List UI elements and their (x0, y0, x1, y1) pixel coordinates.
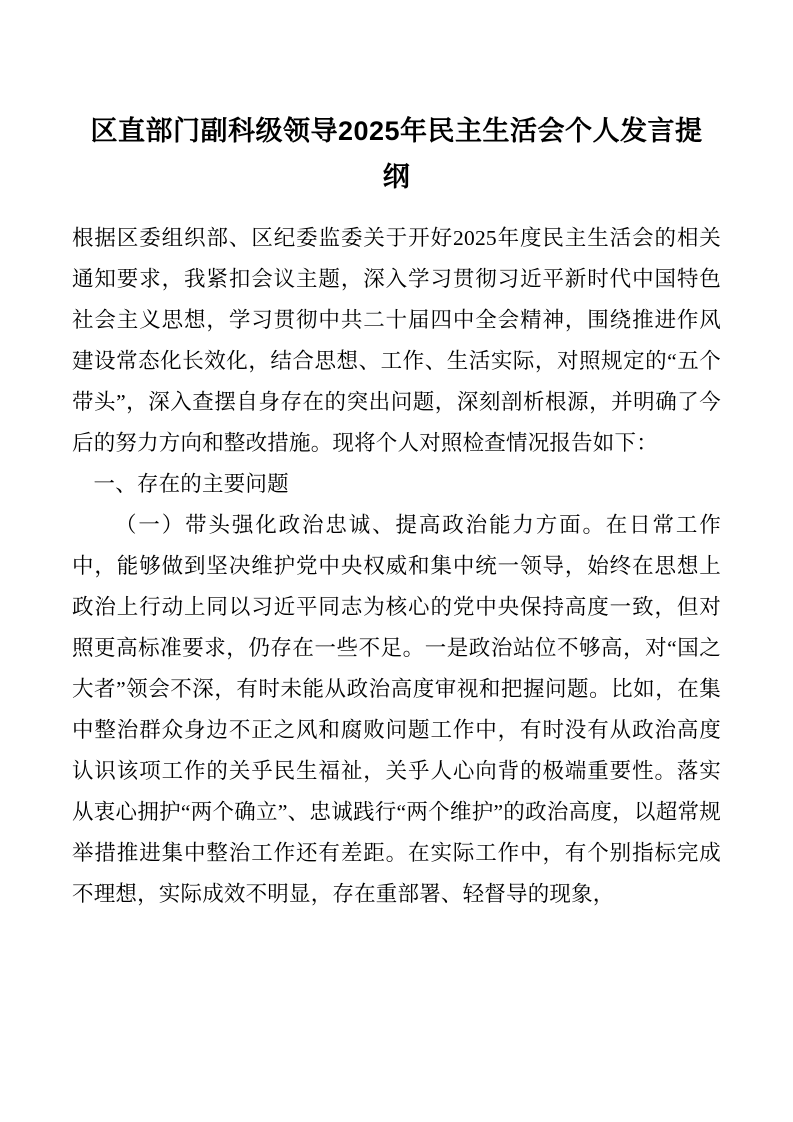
page-title: 区直部门副科级领导2025年民主生活会个人发言提纲 (90, 116, 703, 192)
document-body (72, 218, 721, 915)
paragraph-intro: 根据区委组织部、区纪委监委关于开好2025年度民主生活会的相关通知要求，我紧扣会议主题，深入学习贯彻习近平新时代中国特色社会主义思想，学习贯彻中共二十届四中全会精神，围绕推进作风建设常态化长效化，结合思想、工作、生活实际，对照规定的“五个带头”，深入查摆自身存在的突出问题，深刻剖析根源，并明确了今后的努力方向和整改措施。现将个人对照检查情况报告如下： (72, 226, 721, 455)
paragraph-section-1-1: （一）带头强化政治忠诚、提高政治能力方面。在日常工作中，能够做到坚决维护党中央权威和集中统一领导，始终在思想上政治上行动上同以习近平同志为核心的党中央保持高度一致，但对照更高标准要求，仍存在一些不足。一是政治站位不够高，对“国之大者”领会不深，有时未能从政治高度审视和把握问题。比如，在集中整治群众身边不正之风和腐败问题工作中，有时没有从政治高度认识该项工作的关乎民生福祉，关乎人心向背的极端重要性。落实从衷心拥护“两个确立”、忠诚践行“两个维护”的政治高度，以超常规举措推进集中整治工作还有差距。在实际工作中，有个别指标完成不理想，实际成效不明显，存在重部署、轻督导的现象， (72, 513, 721, 906)
section-heading-one: 一、存在的主要问题 (93, 472, 289, 496)
